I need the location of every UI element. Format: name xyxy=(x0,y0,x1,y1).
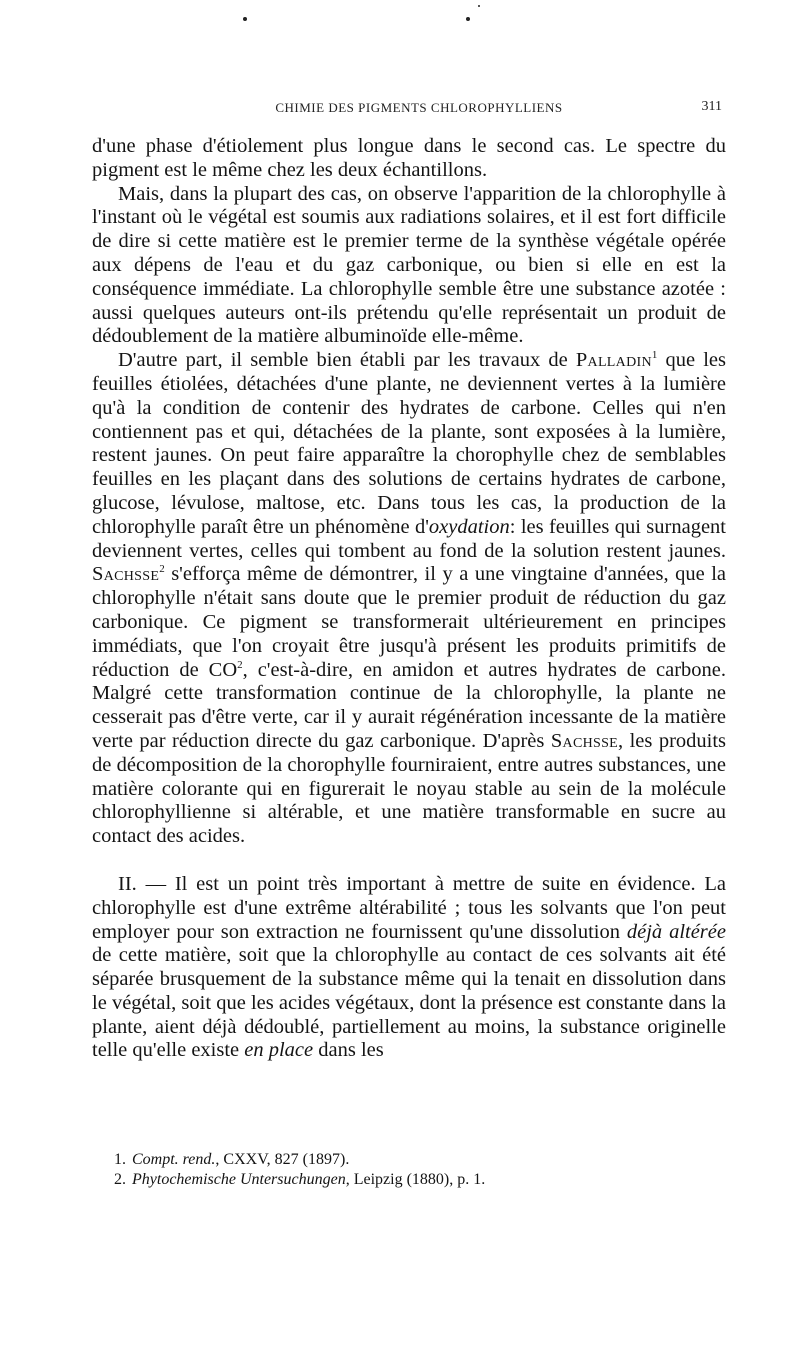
scan-speck xyxy=(478,5,480,7)
emphasis-oxydation: oxydation xyxy=(428,515,510,538)
main-text xyxy=(92,135,726,1063)
scan-speck xyxy=(243,17,247,21)
footnote-ref-1: 1 xyxy=(651,349,658,362)
author-sachsse: Sachsse xyxy=(92,563,160,586)
emphasis-en-place: en place xyxy=(244,1039,314,1062)
running-head-title: CHIMIE DES PIGMENTS CHLOROPHYLLIENS xyxy=(275,100,563,115)
scan-speck xyxy=(466,17,470,21)
paragraph-palladin-sachsse: D'autre part, il semble bien établi par les travaux de Palladin$^1$ que les feuilles étiolées, détachées d'une plante, ne deviennent vertes à la lumière qu'à la condition de contenir des hydrates de carbone. Celles qui n'en contiennent pas et qui, détachées de la plante, sont exposées à la lumière, restent jaunes. On peut faire apparaître la chorophylle chez de semblables feuilles en les plaçant dans des solutions de certains hydrates de carbone, glucose, lévulose, maltose, etc. Dans tous les cas, la production de la chlorophylle paraît être un phénomène d'oxydation: les feuilles qui surnagent deviennent vertes, celles qui tombent au fond de la solution restent jaunes. Sachsse$^2$ s'efforça même de démontrer, il y a une vingtaine d'années, que la chlorophylle n'était sans doute que le premier produit de réduction du gaz carbonique. Ce pigment se transformerait ultérieurement en principes immédiats, que l'on croyait être jusqu'à présent les produits primitifs de réduction de $CO^2$, c'est-à-dire, en amidon et autres hydrates de carbone. Malgré cette transformation continue de la chlorophylle, la plante ne cesserait pas d'être verte, car il y aurait régénération incessante de la matière verte par réduction directe du gaz carbonique. D'après Sachsse, les produits de décomposition de la chorophylle fourniraient, entre autres substances, une matière colorante qui en figurerait le noyau stable au sein de la molécule chlorophyllienne si altérable, et une matière transformable en sucre au contact des acides. xyxy=(92,349,727,848)
page-number: 311 xyxy=(701,99,722,114)
emphasis-deja-alteree: déjà altérée xyxy=(626,920,726,943)
author-palladin: Palladin xyxy=(575,349,652,372)
footnote-1: 1. Compt. rend., CXXV, 827 (1897). xyxy=(114,1151,350,1168)
author-sachsse: Sachsse xyxy=(550,729,619,752)
paragraph-chlorophyll-origin: Mais, dans la plupart des cas, on observe l'apparition de la chlorophylle à l'instant où le végétal est soumis aux radiations solaires, et il est fort difficile de dire si cette matière est le premier terme de la synthèse végétale opérée aux dépens de l'eau et du gaz carbonique, ou bien si elle en est la conséquence immédiate. La chlorophylle semble être une substance azotée : aussi quelques auteurs ont-ils prétendu qu'elle représentait un produit de dédoublement de la matière albuminoïde elle-même. xyxy=(92,182,726,348)
co2-subscript: 2 xyxy=(237,658,243,671)
footnote-ref-2: 2 xyxy=(159,563,165,576)
section-ii-paragraph: II. — Il est un point très important à mettre de suite en évidence. La chlorophylle est d'une extrême altérabilité ; tous les solvants que l'on peut employer pour son extraction ne fournissent qu'une dissolution déjà altérée de cette matière, soit que la chlorophylle au contact de ces solvants ait été séparée brusquement de la substance même qui la tenait en dissolution dans le végétal, soit que les acides végétaux, dont la présence est constante dans la plante, aient déjà dédoublé, partiellement au moins, la substance originelle telle qu'elle existe en place dans les xyxy=(92,872,726,1062)
paragraph-continuation: d'une phase d'étiolement plus longue dans le second cas. Le spectre du pigment est le même chez les deux échantillons. xyxy=(92,135,726,181)
footnote-2: 2. Phytochemische Untersuchungen, Leipzig (1880), p. 1. xyxy=(114,1171,486,1188)
footnotes xyxy=(92,1150,726,1190)
